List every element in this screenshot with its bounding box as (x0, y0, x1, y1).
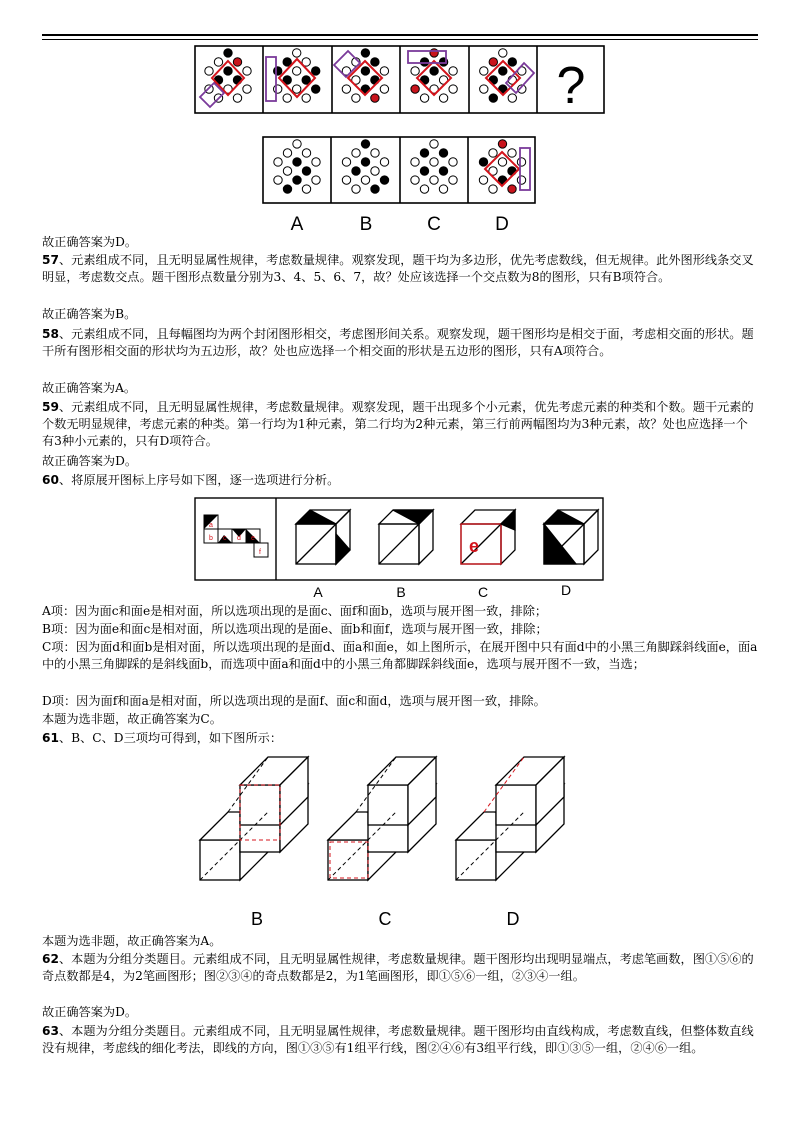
dot (489, 58, 497, 66)
dot (480, 67, 488, 75)
q58-answer: 故正确答案为A。 (42, 381, 137, 395)
q60-text: 、将原展开图标上序号如下图，逐一选项进行分析。 (58, 473, 340, 487)
dot (479, 176, 487, 184)
dot (420, 185, 428, 193)
dot (224, 67, 232, 75)
dot (411, 158, 419, 166)
q56-option-d: D (495, 214, 509, 235)
net-label-c: c (223, 535, 227, 542)
q59-answer: 故正确答案为D。 (42, 454, 138, 468)
q56-options-figure (262, 136, 538, 236)
header-rule-thin (42, 39, 758, 40)
dot (361, 140, 369, 148)
dot (312, 85, 320, 93)
dot (352, 185, 360, 193)
q57-paragraph (42, 252, 758, 286)
net-label-b: b (209, 535, 213, 542)
dot (479, 158, 487, 166)
dot (352, 167, 360, 175)
dot (243, 85, 251, 93)
dot (233, 58, 241, 66)
q56-top-figure (194, 45, 606, 115)
dot (302, 149, 310, 157)
dot (302, 94, 310, 102)
dot (293, 49, 301, 57)
dot (489, 185, 497, 193)
dot (380, 85, 388, 93)
net-label-d: d (237, 535, 241, 542)
dot (274, 85, 282, 93)
q60-option-c: C (477, 584, 489, 600)
q61-number: 61 (42, 731, 59, 745)
dot (293, 140, 301, 148)
dot (430, 176, 438, 184)
dot (243, 67, 251, 75)
q63-text: 、本题为分组分类题目。元素组成不同，且无明显属性规律，考虑数量规律。题干图形均由直线构成，考虑数直线，但整体数直线没有规律，考虑线的细化考法，即线的方向，图①③⑤有1组平行线，图②④⑥有3组平行线，即①③⑤一组，②④⑥一组。 (42, 1024, 754, 1055)
dot (293, 158, 301, 166)
dot (312, 176, 320, 184)
q62-answer: 故正确答案为D。 (42, 1005, 138, 1019)
dot (371, 167, 379, 175)
dot (312, 158, 320, 166)
q62-text: 、本题为分组分类题目。元素组成不同，且无明显属性规律，考虑数量规律。题干图形均出现明显端点，考虑笔画数，图①⑤⑥的奇点数都是4，为2笔画图形；图②③④的奇点数都是2，为1笔画图形，即①⑤⑥一组，②③④一组。 (42, 952, 754, 983)
dot (411, 85, 419, 93)
dot (342, 176, 350, 184)
dot (430, 67, 438, 75)
dot (214, 58, 222, 66)
dot (361, 67, 369, 75)
q61-text: 、B、C、D三项均可得到，如下图所示： (58, 731, 283, 745)
q60-line-c: C项：因为面d和面b是相对面，所以选项出现的是面d、面a和面e，如上图所示，在展开图中只有面d中的小黑三角脚踩斜线面e，面a中的小黑三角脚踩的是斜线面b，而选项中面a和面d中的小黑三角都脚踩斜线面e，选项与展开图不一致，当选； (42, 640, 758, 671)
dot (380, 176, 388, 184)
dot (449, 85, 457, 93)
dot (274, 158, 282, 166)
dot (420, 149, 428, 157)
dot (517, 158, 525, 166)
q57-text: 、元素组成不同，且无明显属性规律，考虑数量规律。观察发现，题干均为多边形，优先考虑数线，但无规律。此外图形线条交叉明显，考虑数交点。题干图形点数量分别为3、4、5、6、7，故？处应该选择一个交点数为8的图形，只有B项符合。 (42, 253, 754, 284)
net-label-a: a (209, 522, 213, 529)
q61-option-c: C (378, 909, 392, 929)
dot (508, 58, 516, 66)
dot (233, 94, 241, 102)
q59-paragraph (42, 399, 758, 450)
q60-option-b: B (396, 584, 406, 600)
cube-face-e-label: e (468, 536, 480, 556)
q56-answer: 故正确答案为D。 (42, 235, 138, 249)
q58-text: 、元素组成不同，且每幅图均为两个封闭图形相交，考虑图形间关系。观察发现，题干图形均是相交于面，考虑相交面的形状。题干所有图形相交面的形状均为五边形，故？处也应选择一个相交面的形状是五边形的图形，只有A项符合。 (42, 327, 754, 358)
dot (342, 158, 350, 166)
dot (380, 158, 388, 166)
q60-line-d: D项：因为面f和面a是相对面，所以选项出现的是面f、面c和面d，选项与展开图一致，排除。 (42, 694, 546, 708)
dot (498, 158, 506, 166)
q60-line-a: A项：因为面c和面e是相对面，所以选项出现的是面c、面f和面b，选项与展开图一致，排除； (42, 604, 548, 618)
dot (489, 149, 497, 157)
dot (293, 85, 301, 93)
dot (293, 67, 301, 75)
q63-number: 63 (42, 1024, 59, 1038)
dot (439, 94, 447, 102)
dot (449, 67, 457, 75)
dot (420, 167, 428, 175)
dot (439, 149, 447, 157)
q56-option-b: B (359, 214, 373, 235)
dot (371, 94, 379, 102)
dot (499, 67, 507, 75)
q59-number: 59 (42, 400, 59, 414)
dot (517, 176, 525, 184)
dot (342, 85, 350, 93)
dot (371, 185, 379, 193)
cube-side (584, 510, 598, 564)
q61-paragraph (42, 730, 758, 747)
dot (499, 49, 507, 57)
dot (489, 94, 497, 102)
dot (420, 58, 428, 66)
dot (411, 176, 419, 184)
dot (498, 140, 506, 148)
q60-number: 60 (42, 473, 59, 487)
dot (420, 94, 428, 102)
question-mark: ? (556, 57, 586, 115)
dot (352, 94, 360, 102)
dot (283, 149, 291, 157)
net-label-e: e (251, 535, 255, 542)
q59-text: 、元素组成不同，且无明显属性规律，考虑数量规律。观察发现，题干出现多个小元素，优先考虑元素的种类和个数。题干元素的个数无明显规律，考虑元素的种类。第一行均为1种元素，第二行均为2种元素，第三行前两幅图均为3种元素，故？处也应选择一个有3种小元素的，只有D项符合。 (42, 400, 754, 448)
dot (361, 176, 369, 184)
dot (508, 185, 516, 193)
dot (361, 49, 369, 57)
dot (283, 185, 291, 193)
dot (508, 94, 516, 102)
q60-option-d: D (560, 582, 572, 598)
dot (302, 185, 310, 193)
q60-answer: 本题为选非题，故正确答案为C。 (42, 712, 222, 726)
q62-paragraph (42, 951, 758, 985)
q60-figure (194, 497, 606, 603)
net-label-f: f (259, 549, 261, 556)
q61-answer: 本题为选非题，故正确答案为A。 (42, 934, 222, 948)
q56-option-c: C (427, 214, 441, 235)
dot (508, 149, 516, 157)
dot (352, 149, 360, 157)
dot (283, 167, 291, 175)
dot (283, 94, 291, 102)
dot (449, 158, 457, 166)
header-rule-thick (42, 34, 758, 36)
dot (274, 176, 282, 184)
dot (274, 67, 282, 75)
q60-paragraph (42, 472, 758, 489)
dot (371, 149, 379, 157)
q61-figure (190, 755, 610, 930)
dot (380, 67, 388, 75)
dot (430, 49, 438, 57)
dot (371, 58, 379, 66)
q56-option-a: A (290, 214, 304, 235)
q61-option-b: B (250, 909, 264, 929)
q62-number: 62 (42, 952, 59, 966)
q57-answer: 故正确答案为B。 (42, 307, 137, 321)
dot (449, 176, 457, 184)
q63-paragraph (42, 1023, 758, 1057)
q58-number: 58 (42, 327, 59, 341)
dot (439, 185, 447, 193)
dot (439, 167, 447, 175)
q60-line-b: B项：因为面e和面c是相对面，所以选项出现的是面e、面b和面f，选项与展开图一致，排除； (42, 622, 548, 636)
dot (293, 176, 301, 184)
dot (361, 158, 369, 166)
dot (480, 85, 488, 93)
q57-number: 57 (42, 253, 59, 267)
dot (224, 49, 232, 57)
dot (430, 158, 438, 166)
q60-option-a: A (313, 584, 323, 600)
dot (411, 67, 419, 75)
q58-paragraph (42, 326, 758, 360)
dot (205, 67, 213, 75)
q61-option-d: D (506, 909, 520, 929)
dot (312, 67, 320, 75)
dot (302, 167, 310, 175)
dot (430, 140, 438, 148)
